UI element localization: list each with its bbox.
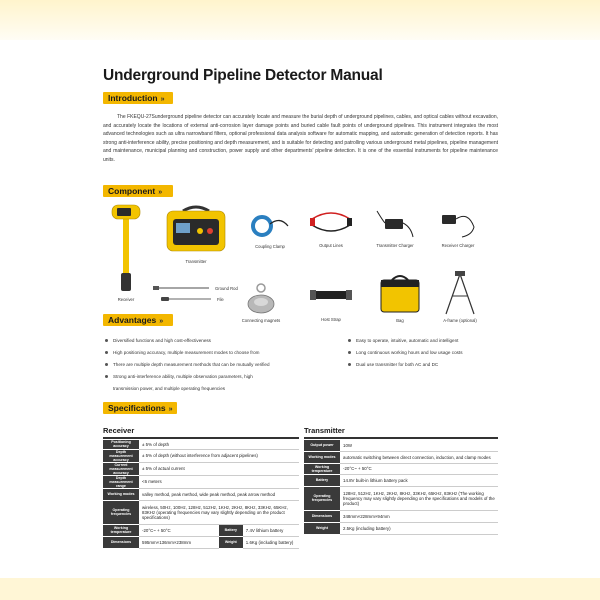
component-receiver [109, 203, 143, 302]
advantage-item: Easy to operate, intuitive, automatic and intelligent [348, 338, 458, 344]
transmitter-spec-heading: Transmitter [304, 426, 345, 435]
advantage-item: Strong anti-interference ability, multiple observation parameters, high [105, 374, 253, 380]
spec-key: Working temperature [103, 524, 139, 536]
advantage-item-continued: transmission power, and multiple operating frequencies [113, 386, 226, 391]
section-component [103, 185, 173, 197]
spec-key: Operating frequencies [103, 500, 139, 524]
bullet-icon [348, 363, 351, 366]
transmitter-spec-table [304, 440, 498, 535]
table-row [103, 440, 299, 449]
table-row [304, 486, 498, 510]
caption-file: File [217, 297, 224, 302]
table-row [304, 463, 498, 474]
spec-value: valley method, peak method, wide peak method, peak arrow method [139, 488, 299, 500]
caption-output-lines: Output Lines [319, 243, 343, 248]
bullet-icon [105, 351, 108, 354]
table-row [103, 475, 299, 488]
component-a-frame [440, 270, 480, 323]
receiver-spec-heading: Receiver [103, 426, 135, 435]
advantage-item: Diversified functions and high cost-effectiveness [105, 338, 211, 344]
spec-key: Depth measurement range [103, 475, 139, 488]
section-advantages [103, 314, 173, 326]
caption-transmitter: Transmitter [185, 259, 207, 264]
component-connecting-magnets [241, 280, 281, 323]
caption-a-frame: A-frame (optional) [443, 318, 477, 323]
spec-key: Working modes [304, 451, 340, 463]
spec-key: Battery [219, 524, 243, 536]
a-frame-image [440, 270, 480, 316]
table-row [304, 440, 498, 451]
table-row [304, 522, 498, 534]
spec-value: wireless, 50Hz, 100Hz, 128Hz, 512Hz, 1KHz, 2KHz, 8KHz, 33KHz, 65KHz, 83KHz (operating frequencies may vary slightly depending on the product specifications) [139, 500, 299, 524]
host-strap-image [308, 277, 354, 315]
page-title: Underground Pipeline Detector Manual [103, 67, 383, 84]
table-row [304, 451, 498, 463]
spec-value: 595mm×136mm×238mm [139, 536, 219, 548]
advantage-item: High positioning accuracy, multiple measurement modes to choose from [105, 350, 259, 356]
caption-transmitter-charger: Transmitter Charger [376, 243, 414, 248]
spec-key: Output power [304, 440, 340, 451]
spec-key: Depth measurement accuracy [103, 449, 139, 462]
component-bag [378, 272, 422, 323]
spec-value: ± 5% of depth (without interference from adjacent pipelines) [139, 449, 299, 462]
component-host-strap [308, 277, 354, 322]
section-specifications [103, 402, 177, 414]
caption-ground-rod: Ground Rod [215, 286, 238, 291]
spec-key: Operating frequencies [304, 486, 340, 510]
double-arrow-icon: » [168, 406, 173, 413]
page-bottom-band [0, 578, 600, 600]
page-top-band [0, 0, 600, 40]
table-row [304, 510, 498, 522]
section-label: Introduction [108, 93, 158, 103]
spec-key: Positioning accuracy [103, 440, 139, 449]
advantage-item: Long continuous working hours and low usage costs [348, 350, 463, 356]
caption-coupling-clamp: Coupling Clamp [255, 244, 285, 249]
advantage-item: Dual use transmitter for both AC and DC [348, 362, 438, 368]
receiver-charger-image [436, 207, 480, 241]
caption-host-strap: Host Strap [321, 317, 341, 322]
component-transmitter [165, 205, 227, 264]
spec-value: ± 5% of depth [139, 440, 299, 449]
caption-receiver: Receiver [117, 297, 135, 302]
spec-value: 7.4V lithium battery [243, 524, 299, 536]
bullet-icon [105, 375, 108, 378]
section-label: Advantages [108, 315, 157, 325]
receiver-spec-table [103, 440, 299, 549]
bullet-icon [105, 363, 108, 366]
table-row [103, 462, 299, 475]
file-image [161, 296, 213, 302]
transmitter-spec-rule [304, 437, 498, 439]
spec-key: Dimensions [304, 510, 340, 522]
double-arrow-icon: » [159, 318, 164, 325]
advantage-item: There are multiple depth measurement methods that can be mutually verified [105, 362, 270, 368]
table-row [103, 524, 299, 536]
intro-paragraph: The FKEQU-27Sunderground pipeline detector can accurately locate and measure the burial depth of underground pipelines, cables, and optical cables without excavation, and accurately locate the locations of external anti-corrosion layer damage points and buried cable fault points of underground pipelines. This instrument integrates the most advanced technologies such as ultra narrowband filters, optional professional data analysis software for automatic mapping, and automatic generation of detection reports. It has strong anti-interference ability, precise positioning and depth measurement, and is suitable for detecting and patrolling various underground metal pipelines, pipeline management and maintenance, municipal planning and construction, power supply and other departments' pipeline detection. It is one of the essential instruments for pipeline maintenance units. [103, 114, 498, 163]
component-coupling-clamp [250, 210, 290, 249]
caption-bag: Bag [396, 318, 404, 323]
bag-image [378, 272, 422, 316]
connecting-magnets-image [241, 280, 281, 316]
caption-receiver-charger: Receiver Charger [441, 243, 475, 248]
receiver-image [109, 203, 143, 295]
transmitter-image [165, 205, 227, 253]
spec-value: 1.6Kg (including battery) [243, 536, 299, 548]
coupling-clamp-image [250, 210, 290, 242]
table-row [103, 500, 299, 524]
bullet-icon [105, 339, 108, 342]
section-label: Specifications [108, 403, 166, 413]
spec-value: 2.5Kg (including battery) [340, 522, 498, 534]
table-row [103, 488, 299, 500]
spec-key: Current measurement accuracy [103, 462, 139, 475]
spec-value: ± 5% of actual current [139, 462, 299, 475]
manual-page [103, 40, 498, 578]
transmitter-charger-image [373, 207, 417, 241]
double-arrow-icon: » [158, 189, 163, 196]
section-introduction [103, 92, 173, 104]
bullet-icon [348, 339, 351, 342]
spec-value: automatic switching between direct connection, induction, and clamp modes [340, 451, 498, 463]
receiver-spec-rule [103, 437, 299, 439]
ground-rod-image [153, 284, 211, 292]
spec-key: Dimensions [103, 536, 139, 548]
table-row [304, 474, 498, 486]
spec-key: Battery [304, 474, 340, 486]
spec-value: <6 meters [139, 475, 299, 488]
spec-value: -20°C~ + 50°C [139, 524, 219, 536]
spec-key: Weight [219, 536, 243, 548]
spec-value: 14.8V built-in lithium battery pack [340, 474, 498, 486]
caption-connecting-magnets: Connecting magnets [241, 318, 281, 323]
output-lines-image [308, 207, 354, 241]
section-label: Component [108, 186, 156, 196]
spec-key: Working modes [103, 488, 139, 500]
component-transmitter-charger [373, 207, 417, 248]
component-output-lines [308, 207, 354, 248]
spec-key: Weight [304, 522, 340, 534]
spec-key: Working temperature [304, 463, 340, 474]
bullet-icon [348, 351, 351, 354]
component-receiver-charger [436, 207, 480, 248]
spec-value: 10W [340, 440, 498, 451]
spec-value: -20°C~ + 50°C [340, 463, 498, 474]
table-row [103, 536, 299, 548]
spec-value: 128Hz, 512Hz, 1KHz, 2KHz, 8KHz, 33KHz, 65KHz, 83KHz (The working frequency may vary slightly depending on the specifications and models of the product) [340, 486, 498, 510]
table-row [103, 449, 299, 462]
double-arrow-icon: » [160, 96, 165, 103]
spec-value: 348mm×228mm×94mm [340, 510, 498, 522]
